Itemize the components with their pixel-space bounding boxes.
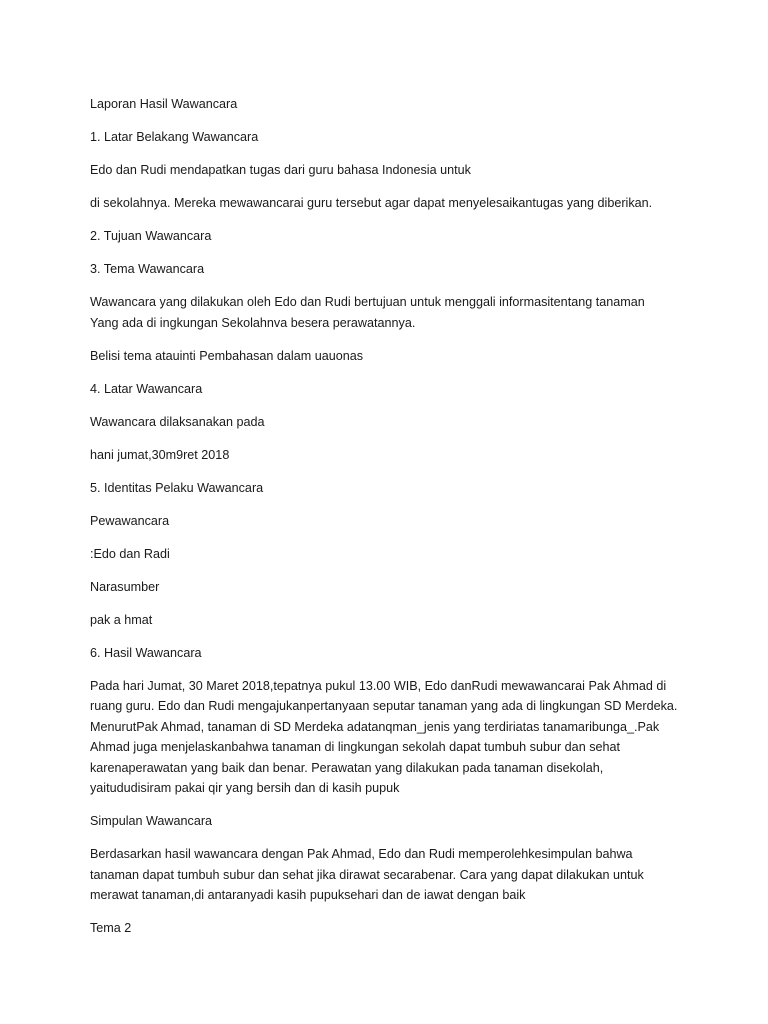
section-heading-theme-2: Tema 2	[90, 921, 132, 935]
section-heading-background: 1. Latar Belakang Wawancara	[90, 130, 259, 144]
paragraph-results-line-1: Pada hari Jumat, 30 Maret 2018,tepatnya pukul 13.00 WIB, Edo danRudi mewawancarai Pak Ahmad di	[90, 678, 667, 693]
paragraph-setting-2: hani jumat,30m9ret 2018	[90, 447, 230, 462]
paragraph-theme-note: Belisi tema atauinti Pembahasan dalam uauonas	[90, 348, 364, 363]
paragraph-conclusion	[90, 844, 690, 906]
identity-source-label: Narasumber	[90, 579, 160, 594]
paragraph-results-line-3: MenurutPak Ahmad, tanaman di SD Merdeka adatanqman_jenis yang terdiriatas tanamaribunga_.Pak	[90, 719, 660, 734]
section-heading-conclusion: Simpulan Wawancara	[90, 814, 213, 828]
paragraph-background-1: Edo dan Rudi mendapatkan tugas dari guru bahasa Indonesia untuk	[90, 163, 471, 177]
paragraph-results-line-5: karenaperawatan yang baik dan benar. Perawatan yang dilakukan pada tanaman disekolah,	[90, 760, 604, 775]
identity-source-value: pak a hmat	[90, 612, 153, 627]
section-heading-theme: 3. Tema Wawancara	[90, 262, 205, 276]
identity-interviewer-label: Pewawancara	[90, 513, 170, 528]
paragraph-results-line-2: ruang guru. Edo dan Rudi mengajukanpertanyaan seputar tanaman yang ada di lingkungan SD Merdeka.	[90, 699, 678, 713]
paragraph-theme	[90, 292, 690, 333]
paragraph-conclusion-line-1: Berdasarkan hasil wawancara dengan Pak Ahmad, Edo dan Rudi memperolehkesimpulan bahwa	[90, 847, 633, 861]
paragraph-results-line-6: yaitududisiram pakai qir yang bersih dan di kasih pupuk	[90, 781, 400, 795]
paragraph-theme-line-2: Yang ada di ingkungan Sekolahnva besera perawatannya.	[90, 315, 416, 330]
document-page	[90, 94, 690, 951]
paragraph-conclusion-line-3: merawat tanaman,di antaranyadi kasih pupuksehari dan de iawat dengan baik	[90, 888, 526, 902]
paragraph-conclusion-line-2: tanaman dapat tumbuh subur dan sehat jika dirawat secarabenar. Cara yang dapat dilakukan untuk	[90, 867, 644, 882]
paragraph-results	[90, 676, 690, 799]
paragraph-theme-line-1: Wawancara yang dilakukan oleh Edo dan Rudi bertujuan untuk menggali informasitentang tanaman	[90, 295, 645, 309]
paragraph-background-2: di sekolahnya. Mereka mewawancarai guru tersebut agar dapat menyelesaikantugas yang diberikan.	[90, 196, 653, 210]
document-title: Laporan Hasil Wawancara	[90, 97, 238, 111]
identity-interviewer-value: :Edo dan Radi	[90, 546, 170, 561]
section-heading-identity: 5. Identitas Pelaku Wawancara	[90, 480, 264, 495]
paragraph-results-line-4: Ahmad juga menjelaskanbahwa tanaman di lingkungan sekolah dapat tumbuh subur dan sehat	[90, 740, 621, 754]
paragraph-setting-1: Wawancara dilaksanakan pada	[90, 414, 265, 429]
section-heading-purpose: 2. Tujuan Wawancara	[90, 229, 212, 243]
section-heading-setting: 4. Latar Wawancara	[90, 381, 203, 396]
section-heading-results: 6. Hasil Wawancara	[90, 645, 202, 660]
